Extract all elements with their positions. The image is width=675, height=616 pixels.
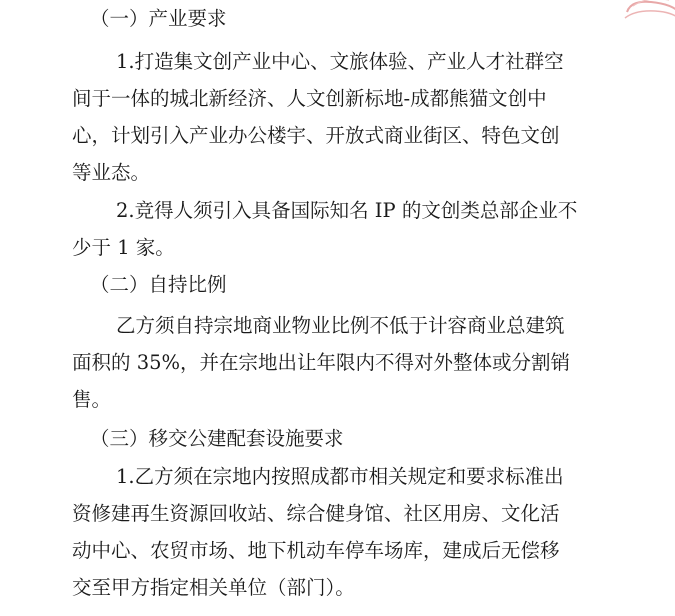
section-heading-public-facilities: （三）移交公建配套设施要求 xyxy=(90,427,344,450)
paragraph-line: 1.乙方须在宗地内按照成都市相关规定和要求标准出 xyxy=(116,465,564,488)
paragraph-line: 1.打造集文创产业中心、文旅体验、产业人才社群空 xyxy=(116,50,564,73)
paragraph-line: 售。 xyxy=(72,388,112,411)
paragraph-line: 资修建再生资源回收站、综合健身馆、社区用房、文化活 xyxy=(72,502,560,525)
red-seal-stamp xyxy=(621,0,675,24)
paragraph-line: 面积的 35%，并在宗地出让年限内不得对外整体或分割销 xyxy=(72,351,571,374)
paragraph-line: 动中心、农贸市场、地下机动车停车场库，建成后无偿移 xyxy=(72,539,560,562)
paragraph-line: 交至甲方指定相关单位（部门）。 xyxy=(72,576,355,599)
section-heading-self-holding-ratio: （二）自持比例 xyxy=(90,273,227,296)
paragraph-line: 乙方须自持宗地商业物业比例不低于计容商业总建筑 xyxy=(116,314,565,337)
paragraph-line: 心，计划引入产业办公楼宇、开放式商业街区、特色文创 xyxy=(72,124,560,147)
paragraph-line: 等业态。 xyxy=(72,161,151,184)
paragraph-line: 2.竞得人须引入具备国际知名 IP 的文创类总部企业不 xyxy=(116,199,578,222)
paragraph-line: 间于一体的城北新经济、人文创新标地-成都熊猫文创中 xyxy=(72,87,547,110)
section-heading-industry-requirements: （一）产业要求 xyxy=(90,7,227,30)
paragraph-line: 少于 1 家。 xyxy=(72,236,175,259)
